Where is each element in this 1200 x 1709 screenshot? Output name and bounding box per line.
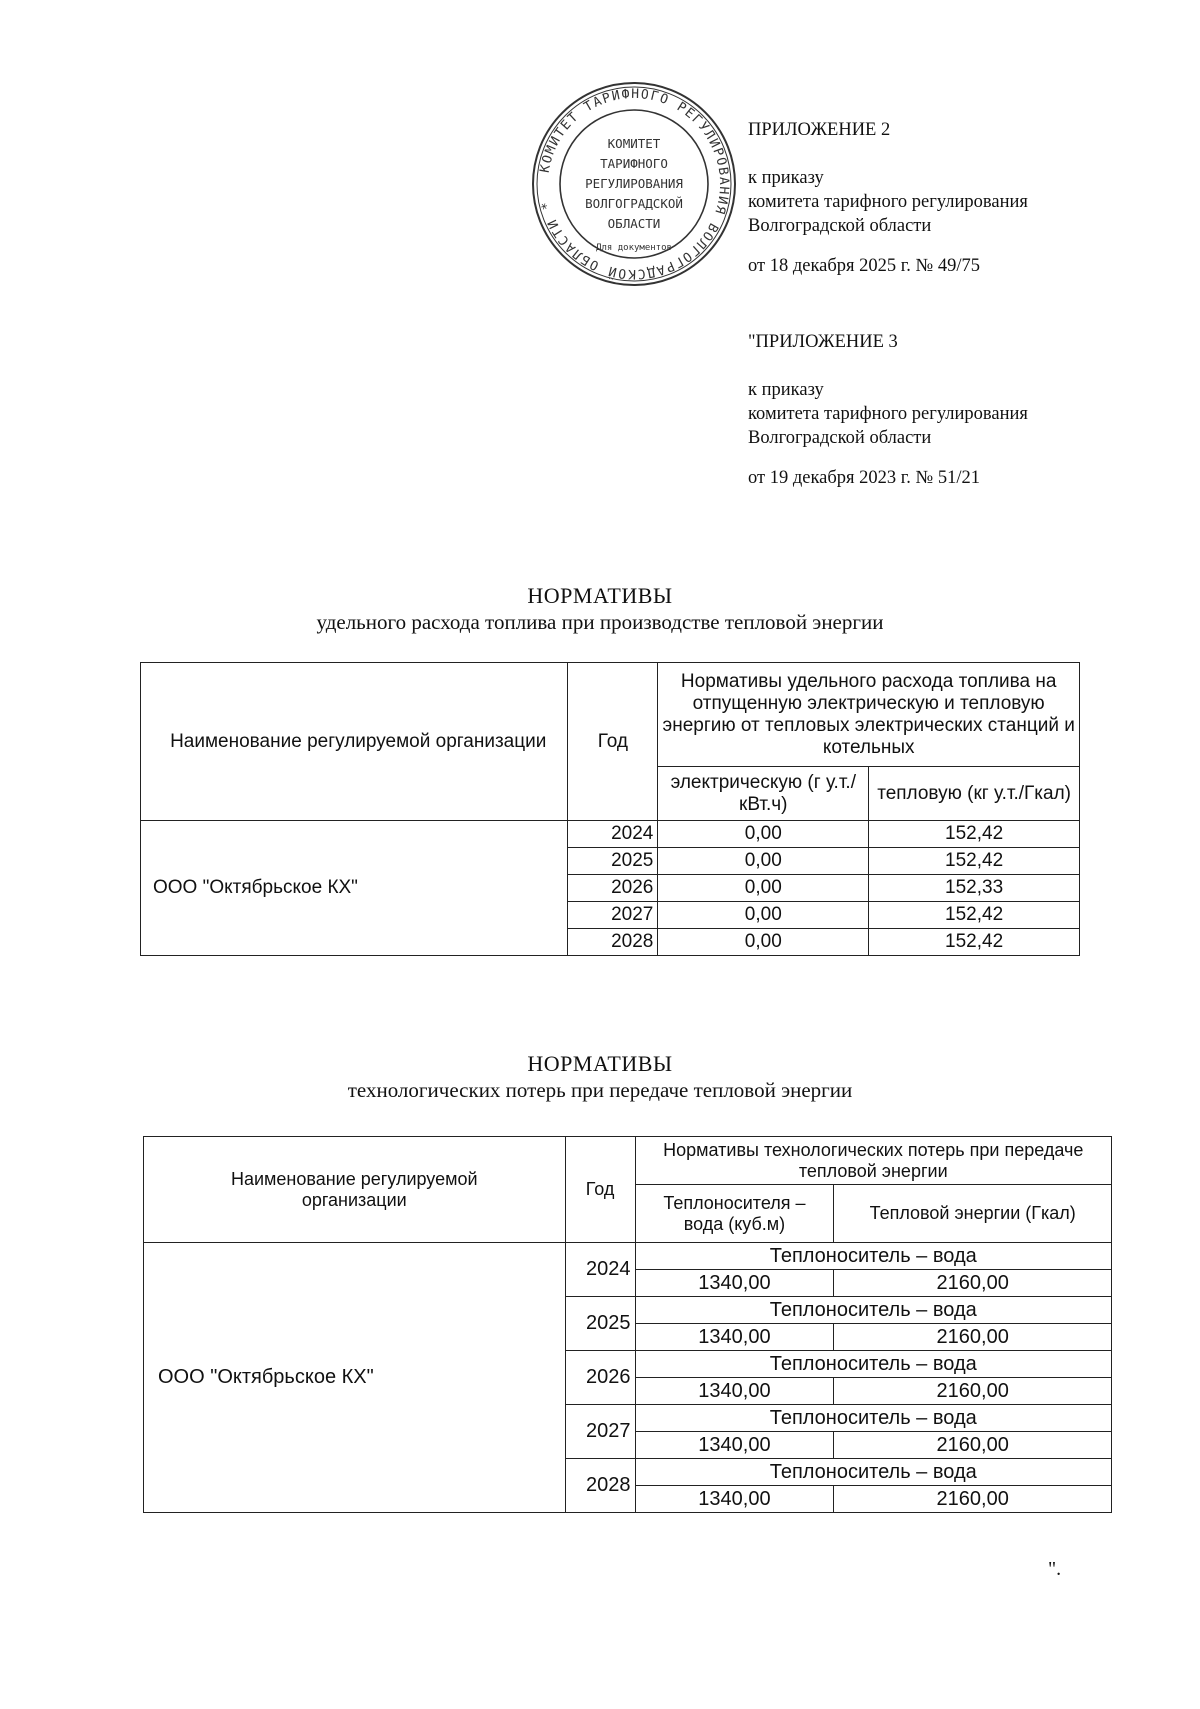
seal-line: ВОЛГОГРАДСКОЙ — [585, 196, 683, 211]
heat-cell: 152,42 — [869, 848, 1080, 875]
water-cell: 1340,00 — [635, 1324, 834, 1351]
carrier-cell: Теплоноситель – вода — [635, 1351, 1112, 1378]
table-row — [144, 1243, 1112, 1270]
elec-cell: 0,00 — [658, 821, 869, 848]
header-group: Нормативы технологических потерь при передаче тепловой энергии — [635, 1137, 1112, 1185]
loss-norms-table — [143, 1136, 1112, 1513]
year-cell: 2026 — [568, 875, 658, 902]
org-name: ООО "Октябрьское КХ" — [144, 1243, 566, 1513]
appendix-old-line: к приказу — [748, 380, 824, 400]
header-group: Нормативы удельного расхода топлива на отпущенную электрическую и тепловую энергию от тепловых электрических станций и котельных — [658, 663, 1080, 767]
heat-cell: 2160,00 — [834, 1270, 1112, 1297]
section2-subheading: технологических потерь при передаче тепловой энергии — [347, 1078, 853, 1102]
year-cell: 2027 — [565, 1405, 635, 1459]
section2-title — [0, 1050, 1200, 1104]
appendix-new-date: от 18 декабря 2025 г. № 49/75 — [748, 256, 980, 276]
elec-cell: 0,00 — [658, 902, 869, 929]
appendix-old-block — [748, 330, 1028, 490]
header-elec: электрическую (г у.т./кВт.ч) — [658, 767, 869, 821]
seal-line: РЕГУЛИРОВАНИЯ — [585, 176, 683, 191]
seal-ring-text: КОМИТЕТ ТАРИФНОГО РЕГУЛИРОВАНИЯ ВОЛГОГРАДСКОЙ ОБЛАСТИ * — [537, 86, 732, 282]
year-cell: 2024 — [568, 821, 658, 848]
seal-line: ОБЛАСТИ — [607, 216, 661, 231]
carrier-cell: Теплоноситель – вода — [635, 1405, 1112, 1432]
appendix-old-title: "ПРИЛОЖЕНИЕ 3 — [748, 332, 898, 352]
seal-bottom-text: Для документов — [596, 243, 672, 253]
water-cell: 1340,00 — [635, 1432, 834, 1459]
heat-cell: 152,42 — [869, 929, 1080, 956]
carrier-cell: Теплоноситель – вода — [635, 1297, 1112, 1324]
org-name: ООО "Октябрьское КХ" — [141, 821, 568, 956]
appendix-new-line: к приказу — [748, 168, 824, 188]
appendix-old-line: комитета тарифного регулирования — [748, 404, 1028, 424]
year-cell: 2025 — [568, 848, 658, 875]
year-cell: 2028 — [565, 1459, 635, 1513]
seal-line: ТАРИФНОГО — [600, 156, 668, 171]
year-cell: 2024 — [565, 1243, 635, 1297]
year-cell: 2026 — [565, 1351, 635, 1405]
heat-cell: 2160,00 — [834, 1432, 1112, 1459]
table-row — [141, 821, 1080, 848]
elec-cell: 0,00 — [658, 875, 869, 902]
header-heat: Тепловой энергии (Гкал) — [834, 1185, 1112, 1243]
fuel-norms-table — [140, 662, 1080, 956]
appendix-old-date: от 19 декабря 2023 г. № 51/21 — [748, 468, 980, 488]
year-cell: 2027 — [568, 902, 658, 929]
appendix-new-line: комитета тарифного регулирования — [748, 192, 1028, 212]
year-cell: 2025 — [565, 1297, 635, 1351]
water-cell: 1340,00 — [635, 1378, 834, 1405]
header-water: Теплоносителя – вода (куб.м) — [635, 1185, 834, 1243]
official-seal — [528, 78, 740, 290]
appendix-new-line: Волгоградской области — [748, 216, 932, 236]
section1-subheading: удельного расхода топлива при производстве тепловой энергии — [316, 610, 884, 634]
carrier-cell: Теплоноситель – вода — [635, 1243, 1112, 1270]
carrier-cell: Теплоноситель – вода — [635, 1459, 1112, 1486]
heat-cell: 2160,00 — [834, 1324, 1112, 1351]
closing-quote: ". — [1048, 1558, 1062, 1580]
header-year: Год — [565, 1137, 635, 1243]
header-year: Год — [568, 663, 658, 821]
section1-heading: НОРМАТИВЫ — [527, 583, 673, 608]
appendix-new-title: ПРИЛОЖЕНИЕ 2 — [748, 120, 891, 140]
section1-title — [0, 582, 1200, 636]
year-cell: 2028 — [568, 929, 658, 956]
elec-cell: 0,00 — [658, 848, 869, 875]
heat-cell: 2160,00 — [834, 1378, 1112, 1405]
heat-cell: 152,42 — [869, 821, 1080, 848]
header-heat: тепловую (кг у.т./Гкал) — [869, 767, 1080, 821]
water-cell: 1340,00 — [635, 1486, 834, 1513]
water-cell: 1340,00 — [635, 1270, 834, 1297]
heat-cell: 152,42 — [869, 902, 1080, 929]
elec-cell: 0,00 — [658, 929, 869, 956]
header-org: Наименование регулируемой организации — [144, 1137, 566, 1243]
heat-cell: 2160,00 — [834, 1486, 1112, 1513]
seal-line: КОМИТЕТ — [607, 136, 661, 151]
header-org: Наименование регулируемой организации — [141, 663, 568, 821]
section2-heading: НОРМАТИВЫ — [527, 1051, 673, 1076]
appendix-old-line: Волгоградской области — [748, 428, 932, 448]
appendix-new-block — [748, 118, 1028, 278]
heat-cell: 152,33 — [869, 875, 1080, 902]
